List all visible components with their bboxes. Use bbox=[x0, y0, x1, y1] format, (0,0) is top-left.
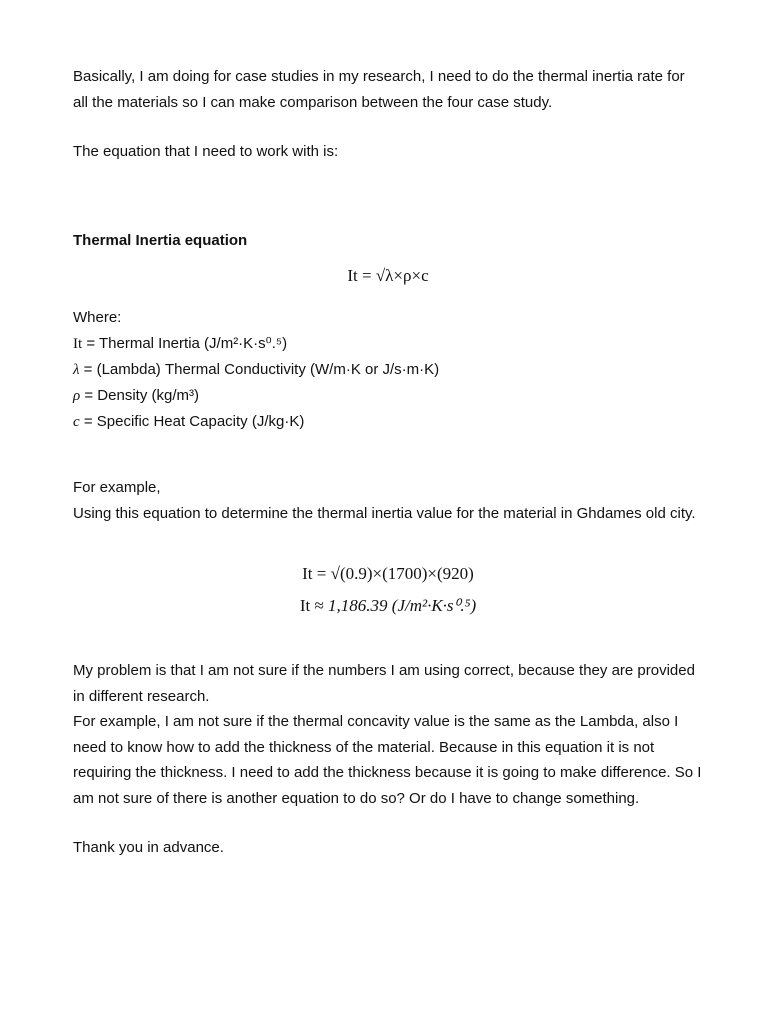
intro-paragraph: Basically, I am doing for case studies in my research, I need to do the thermal inertia rate for all the materials so I can make comparison between the four case study. bbox=[73, 68, 685, 111]
problem-paragraph-2: For example, I am not sure if the thermal concavity value is the same as the Lambda, also I need to know how to add the thickness of the material. Because in this equation it is not requiring the thickness. I need to add the thickness because it is going to make difference. So I am not sure of there is another equation to do so? Or do I have to change something. bbox=[73, 713, 702, 807]
example-equation-result: 1,186.39 (J/m²·K·s⁰.⁵) bbox=[328, 596, 477, 615]
definition-lambda bbox=[73, 357, 703, 383]
definition-text: = (Lambda) Thermal Conductivity (W/m·K or J/s·m·K) bbox=[79, 361, 440, 378]
section-heading: Thermal Inertia equation bbox=[73, 231, 248, 249]
definition-symbol: λ bbox=[73, 362, 80, 378]
example-equation-line1: It = √(0.9)×(1700)×(920) bbox=[302, 564, 474, 583]
problem-paragraph-1: My problem is that I am not sure if the numbers I am using correct, because they are provided in different research. bbox=[73, 662, 695, 705]
thermal-inertia-equation: It = √λ×ρ×c bbox=[347, 266, 429, 285]
example-equation-block bbox=[73, 558, 703, 622]
definition-text: = Thermal Inertia (J/m²·K·s⁰.⁵) bbox=[82, 335, 288, 352]
definition-text: = Specific Heat Capacity (J/kg·K) bbox=[79, 413, 305, 430]
where-label: Where: bbox=[73, 309, 122, 326]
example-equation-prefix: It ≈ bbox=[299, 596, 329, 615]
definition-rho bbox=[73, 383, 703, 409]
document-page bbox=[73, 64, 703, 861]
definition-symbol: It bbox=[73, 336, 83, 352]
definition-text: = Density (kg/m³) bbox=[80, 387, 199, 404]
definition-symbol: ρ bbox=[73, 388, 81, 404]
example-paragraph: Using this equation to determine the thermal inertia value for the material in Ghdames old city. bbox=[73, 504, 696, 522]
definition-symbol: c bbox=[73, 414, 80, 430]
definition-c bbox=[73, 409, 703, 435]
definition-it bbox=[73, 331, 703, 357]
example-equation-line2 bbox=[73, 590, 703, 622]
closing-line: Thank you in advance. bbox=[73, 839, 224, 856]
equation-intro-paragraph: The equation that I need to work with is: bbox=[73, 143, 339, 160]
example-lead: For example, bbox=[73, 479, 161, 496]
